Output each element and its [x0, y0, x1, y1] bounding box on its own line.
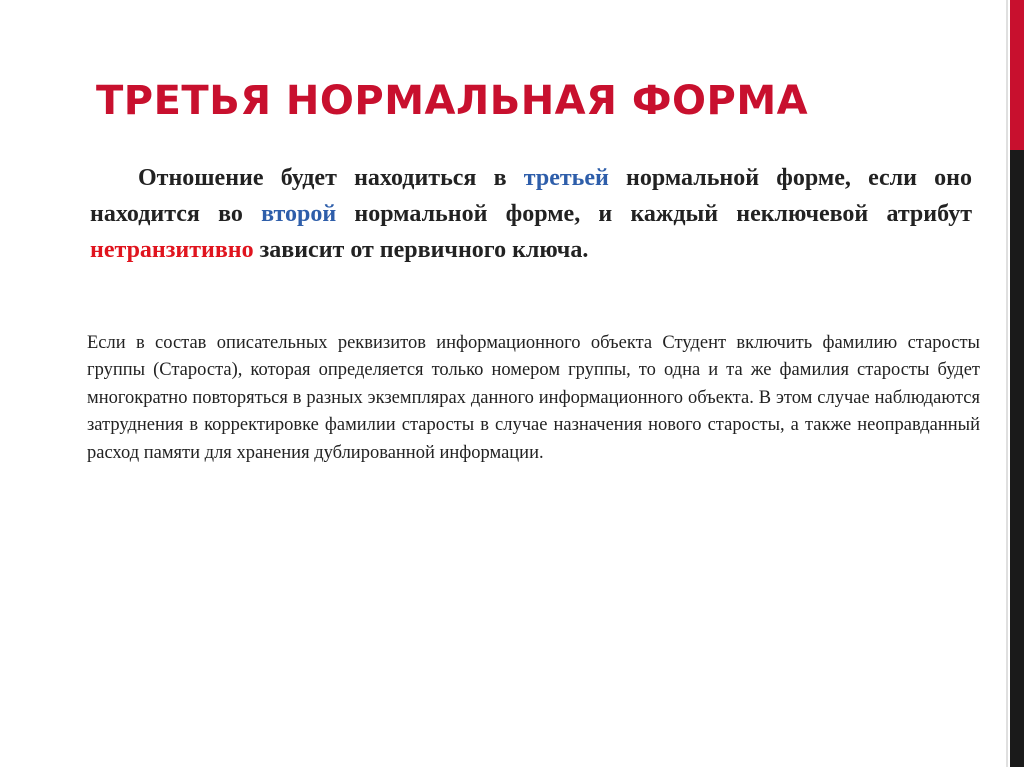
- highlight-non-transitive: нетранзитивно: [90, 237, 254, 263]
- slide-title: ТРЕТЬЯ НОРМАЛЬНАЯ ФОРМА: [96, 78, 809, 124]
- definition-text-part-4: зависит от первичного ключа.: [253, 237, 589, 263]
- highlight-third: третьей: [523, 165, 609, 191]
- definition-text-part-3: нормальной форме, и каждый неключевой атрибут: [336, 201, 972, 227]
- example-paragraph: Если в состав описательных реквизитов информационного объекта Студент включить фамилию старосты группы (Староста), которая определяется только номером группы, то одна и та же фамилия старосты будет многократно повторяться в разных экземплярах данного информационного объекта. В этом случае наблюдаются затруднения в корректировке фамилии старосты в случае назначения нового старосты, а также неоправданный расход памяти для хранения дублированной информации.: [87, 333, 980, 463]
- definition-text-part-2: нормальной форме, если оно находится во: [90, 165, 972, 227]
- highlight-second: второй: [261, 201, 337, 227]
- definition-text-part-1: Отношение будет находиться в: [138, 165, 524, 191]
- decorative-dark-bar: [1010, 150, 1024, 767]
- decorative-corner-stripe: [1006, 0, 1008, 767]
- decorative-red-bar: [1010, 0, 1024, 150]
- definition-paragraph: [90, 160, 972, 268]
